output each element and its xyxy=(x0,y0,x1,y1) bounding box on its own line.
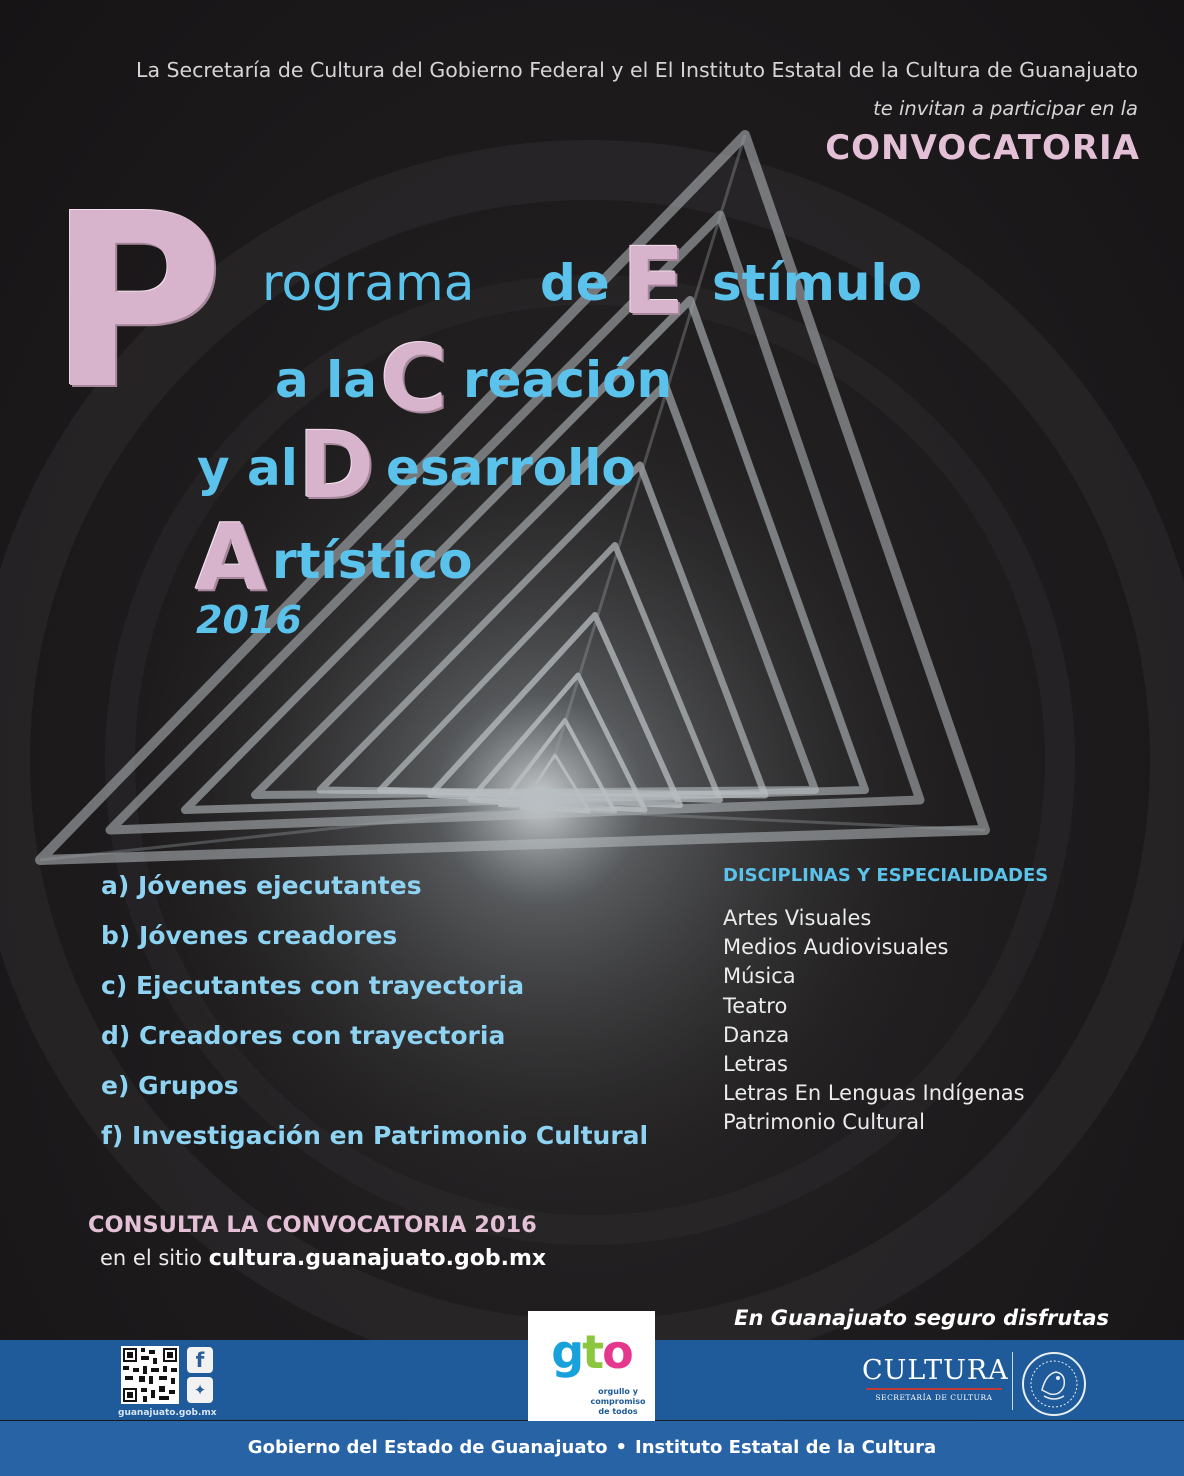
footer-separator: • xyxy=(615,1437,628,1458)
gto-logo xyxy=(528,1311,655,1429)
list-item: f) Investigación en Patrimonio Cultural xyxy=(101,1121,649,1150)
list-item: Letras En Lenguas Indígenas xyxy=(723,1081,1025,1106)
disciplines-list xyxy=(723,904,1025,1138)
category-list xyxy=(101,866,648,1166)
title-prefix-a-la: a la xyxy=(275,351,378,409)
cultura-rule xyxy=(866,1388,1002,1390)
title-word-reacion: reación xyxy=(463,351,673,409)
facebook-icon[interactable]: f xyxy=(187,1347,213,1373)
title-prefix-y-al: y al xyxy=(197,439,298,497)
list-item: b) Jóvenes creadores xyxy=(101,921,398,950)
gto-tagline: orgullo y compromiso de todos xyxy=(590,1387,646,1416)
consult-prefix: en el sitio xyxy=(100,1246,203,1270)
cultura-subtitle: SECRETARÍA DE CULTURA xyxy=(875,1393,993,1402)
list-item: a) Jóvenes ejecutantes xyxy=(101,871,422,900)
title-word-esarrollo: esarrollo xyxy=(386,439,636,497)
gto-wordmark: gto xyxy=(551,1325,632,1379)
list-item: Teatro xyxy=(723,993,788,1018)
title-year: 2016 xyxy=(196,598,302,642)
title-initial-c: C xyxy=(380,325,448,432)
qr-code-icon[interactable] xyxy=(121,1346,179,1404)
title-initial-p: P xyxy=(48,162,224,442)
slogan: En Guanajuato seguro disfrutas xyxy=(734,1306,1109,1330)
list-item: Medios Audiovisuales xyxy=(723,935,949,960)
list-item: Letras xyxy=(723,1051,788,1076)
footer-gov-name: Gobierno del Estado de Guanajuato xyxy=(247,1437,608,1458)
sponsors-line: La Secretaría de Cultura del Gobierno Federal y el El Instituto Estatal de la Cultura de Guanajuato xyxy=(136,58,1138,82)
list-item: Danza xyxy=(723,1022,790,1047)
title-word-stimulo: stímulo xyxy=(712,254,922,312)
title-word-rtistico: rtístico xyxy=(272,532,473,590)
list-item: e) Grupos xyxy=(101,1071,239,1100)
title-initial-d: D xyxy=(298,412,375,519)
cultura-logo: CULTURA xyxy=(862,1355,1009,1386)
title-initial-e: E xyxy=(622,228,685,335)
logo-divider xyxy=(1012,1352,1013,1410)
convocatoria-heading: CONVOCATORIA xyxy=(825,128,1140,168)
national-seal-icon xyxy=(1020,1350,1088,1418)
list-item: Artes Visuales xyxy=(723,906,872,930)
list-item: d) Creadores con trayectoria xyxy=(101,1021,506,1050)
consult-heading: CONSULTA LA CONVOCATORIA 2016 xyxy=(88,1212,537,1238)
gov-url[interactable]: guanajuato.gob.mx xyxy=(118,1408,217,1418)
list-item: Patrimonio Cultural xyxy=(723,1110,925,1135)
footer-credits xyxy=(0,1437,1184,1458)
twitter-icon[interactable]: ✦ xyxy=(187,1377,213,1403)
title-initial-a: A xyxy=(195,504,267,611)
list-item: c) Ejecutantes con trayectoria xyxy=(101,971,525,1000)
footer-institute-name: Instituto Estatal de la Cultura xyxy=(635,1437,937,1458)
title-word-rograma: rograma xyxy=(262,254,475,312)
disciplines-heading: DISCIPLINAS Y ESPECIALIDADES xyxy=(723,865,1049,886)
list-item: Música xyxy=(723,964,796,989)
consult-site-link[interactable]: cultura.guanajuato.gob.mx xyxy=(208,1246,547,1271)
title-word-de: de xyxy=(540,254,610,312)
invite-line: te invitan a participar en la xyxy=(873,97,1138,120)
consult-line xyxy=(100,1246,546,1271)
